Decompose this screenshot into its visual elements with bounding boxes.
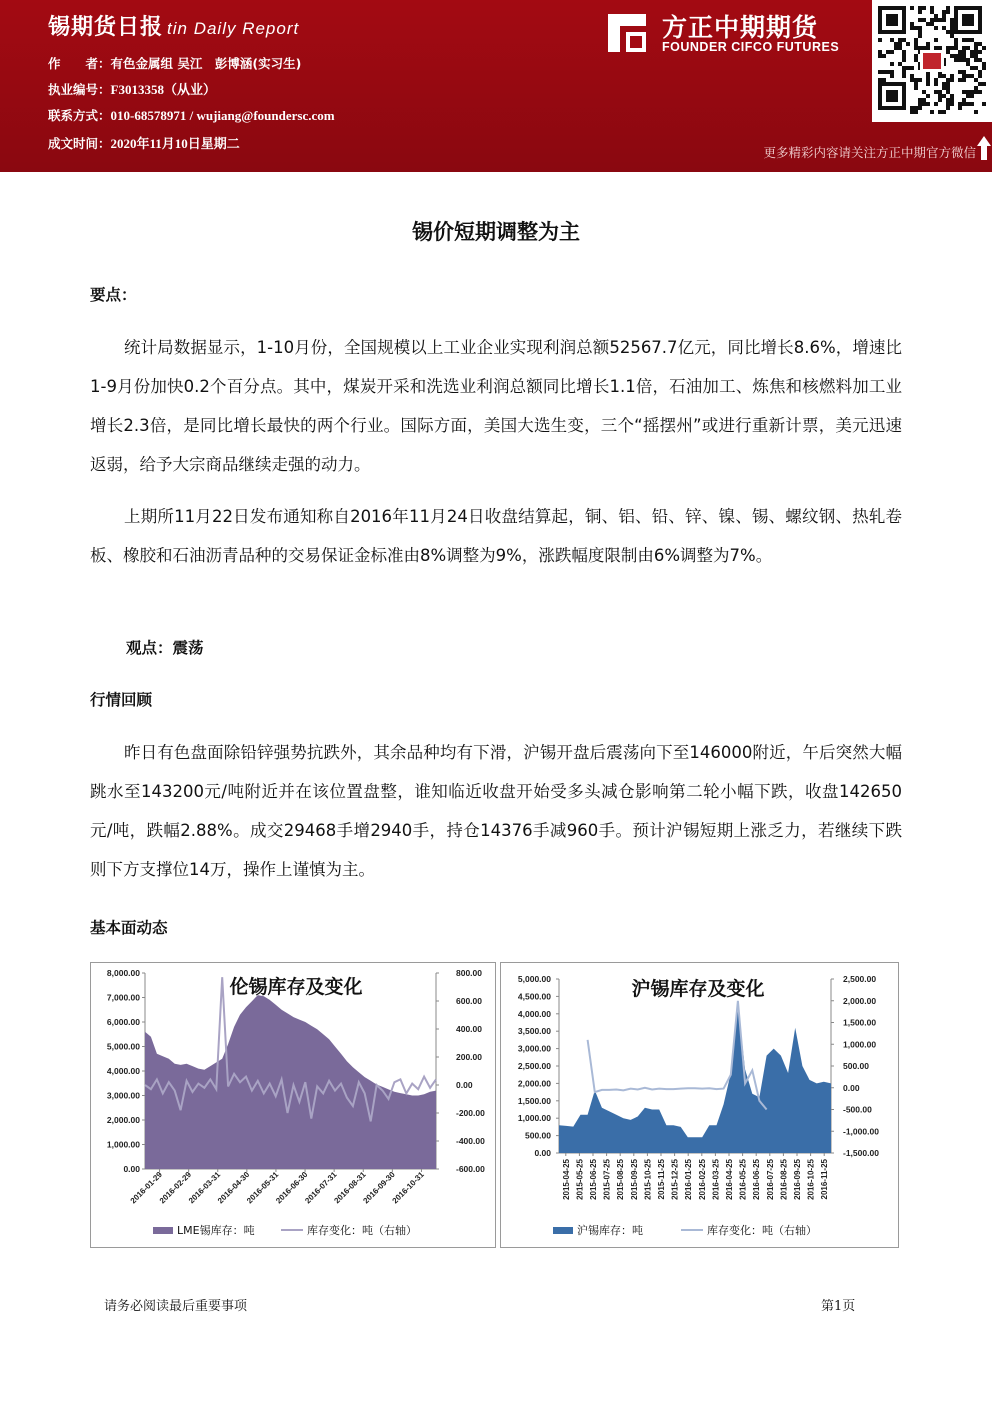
y-tick-label-right: 0.00 <box>843 1082 860 1093</box>
legend-label-area: 沪锡库存：吨 <box>577 1224 643 1237</box>
y-tick-label-left: 1,000.00 <box>106 1139 140 1150</box>
y-tick-label-left: 500.00 <box>525 1130 551 1141</box>
x-tick-label: 2016-09-25 <box>793 1159 802 1200</box>
key-points-heading: 要点： <box>90 285 137 304</box>
x-tick-label: 2016-06-25 <box>752 1159 762 1200</box>
y-tick-label-right: 1,500.00 <box>843 1017 877 1028</box>
y-tick-label-left: 6,000.00 <box>106 1017 140 1027</box>
x-tick-label: 2016-10-25 <box>806 1159 816 1200</box>
author-line <box>48 54 301 72</box>
y-tick-label-right: 0.00 <box>456 1080 473 1090</box>
y-tick-label-right: 400.00 <box>456 1024 482 1034</box>
report-header <box>0 0 992 172</box>
y-tick-label-right: -600.00 <box>456 1164 485 1174</box>
y-tick-label-right: -500.00 <box>843 1104 872 1115</box>
license-value: F3013358（从业） <box>110 82 216 97</box>
y-tick-label-right: -200.00 <box>456 1108 485 1118</box>
wechat-qr-code <box>872 0 992 122</box>
x-tick-label: 2016-02-29 <box>157 1170 194 1206</box>
y-tick-label-left: 5,000.00 <box>106 1041 140 1052</box>
y-tick-label-left: 8,000.00 <box>106 968 140 978</box>
license-line <box>48 79 216 98</box>
y-tick-label-right: 800.00 <box>456 968 482 978</box>
x-tick-label: 2015-10-25 <box>643 1159 653 1200</box>
x-tick-label: 2016-05-25 <box>738 1159 748 1200</box>
legend-label-area: LME锡库存：吨 <box>177 1224 255 1237</box>
qr-code-icon <box>872 0 992 122</box>
x-tick-label: 2016-01-25 <box>684 1159 694 1200</box>
x-tick-label: 2016-04-30 <box>215 1170 252 1206</box>
author-label: 作 者： <box>48 56 111 71</box>
shfe-tin-chart <box>500 962 899 1248</box>
y-tick-label-left: 3,500.00 <box>517 1026 551 1037</box>
logo-text-en: FOUNDER CIFCO FUTURES <box>662 40 840 54</box>
y-tick-label-left: 2,500.00 <box>517 1061 551 1071</box>
legend-label-line: 库存变化：吨（右轴） <box>307 1224 417 1237</box>
lme-tin-chart <box>90 962 496 1248</box>
y-tick-label-left: 0.00 <box>123 1164 140 1174</box>
x-tick-label: 2015-11-25 <box>657 1159 666 1200</box>
x-tick-label: 2016-03-25 <box>711 1159 721 1200</box>
fundamentals-heading: 基本面动态 <box>90 918 168 937</box>
x-tick-label: 2016-10-31 <box>390 1170 426 1206</box>
y-tick-label-right: 2,000.00 <box>843 995 877 1006</box>
author-value: 有色金属组 吴江 彭博涵(实习生) <box>110 56 302 71</box>
series-area-0 <box>145 995 436 1169</box>
logo-text-cn: 方正中期期货 <box>662 13 819 42</box>
y-tick-label-left: 2,000.00 <box>106 1115 140 1125</box>
footer-disclaimer: 请务必阅读最后重要事项 <box>104 1299 248 1314</box>
x-tick-label: 2016-08-31 <box>332 1170 368 1206</box>
y-tick-label-right: -1,500.00 <box>843 1148 879 1158</box>
y-tick-label-left: 4,000.00 <box>517 1008 551 1019</box>
x-tick-label: 2015-09-25 <box>629 1159 639 1200</box>
follow-wechat-text[interactable]: 更多精彩内容请关注方正中期官方微信 <box>763 145 976 160</box>
x-tick-label: 2016-11-25 <box>820 1159 830 1200</box>
x-tick-label: 2015-06-25 <box>589 1159 598 1200</box>
x-tick-label: 2016-06-30 <box>274 1170 310 1206</box>
x-tick-label: 2016-08-25 <box>779 1159 789 1200</box>
x-tick-label: 2016-04-25 <box>725 1159 734 1200</box>
y-tick-label-left: 4,000.00 <box>106 1066 140 1076</box>
series-area-0 <box>559 1003 831 1153</box>
y-tick-label-right: 600.00 <box>456 996 482 1006</box>
contact-label: 联系方式： <box>48 108 111 123</box>
x-tick-label: 2015-05-25 <box>575 1159 585 1200</box>
x-tick-label: 2015-08-25 <box>616 1159 626 1200</box>
y-tick-label-right: -400.00 <box>456 1136 485 1146</box>
x-tick-label: 2016-07-31 <box>303 1170 339 1206</box>
date-label: 成文时间： <box>48 136 111 151</box>
contact-line <box>48 106 335 124</box>
x-tick-label: 2015-12-25 <box>670 1159 680 1200</box>
date-line <box>48 133 240 152</box>
x-tick-label: 2016-07-25 <box>765 1159 775 1200</box>
company-logo <box>604 8 864 58</box>
y-tick-label-right: 1,000.00 <box>843 1039 877 1050</box>
paragraph-macro: 统计局数据显示，1-10月份，全国规模以上工业企业实现利润总额52567.7亿元，同比增长8.6%，增速比1-9月份加快0.2个百分点。其中，煤炭开采和洗选业利润总额同比增长1.1倍，石油加工、炼焦和核燃料加工业增长2.3倍，是同比增长最快的两个行业。国际方面，美国大选生变，三个“摇摆州”或进行重新计票，美元迅速返弱，给予大宗商品继续走强的动力。 <box>90 338 902 474</box>
y-tick-label-right: -1,000.00 <box>843 1126 879 1137</box>
y-tick-label-right: 500.00 <box>843 1061 869 1071</box>
x-tick-label: 2016-03-31 <box>186 1170 223 1206</box>
lme-tin-chart-svg <box>91 963 495 1247</box>
y-tick-label-left: 5,000.00 <box>517 974 551 984</box>
y-tick-label-left: 1,000.00 <box>517 1113 551 1124</box>
y-tick-label-left: 3,000.00 <box>106 1090 140 1101</box>
y-tick-label-left: 1,500.00 <box>517 1095 551 1106</box>
document-title: 锡价短期调整为主 <box>412 219 580 244</box>
report-title-en: tin Daily Report <box>167 19 300 38</box>
y-tick-label-left: 3,000.00 <box>517 1043 551 1054</box>
y-tick-label-left: 7,000.00 <box>106 992 140 1003</box>
x-tick-label: 2016-05-31 <box>245 1170 281 1206</box>
contact-value[interactable]: 010-68578971 / wujiang@foundersc.com <box>110 108 335 123</box>
y-tick-label-right: 200.00 <box>456 1052 482 1062</box>
y-tick-label-left: 2,000.00 <box>517 1078 551 1089</box>
view-label: 观点：震荡 <box>126 638 204 657</box>
legend-swatch-area <box>553 1227 573 1234</box>
y-tick-label-left: 4,500.00 <box>517 991 551 1002</box>
market-review-heading: 行情回顾 <box>90 690 153 709</box>
x-tick-label: 2016-09-30 <box>361 1170 397 1206</box>
legend-label-line: 库存变化：吨（右轴） <box>707 1224 817 1237</box>
license-label: 执业编号： <box>48 82 111 97</box>
logo-mark-icon <box>604 10 650 56</box>
page-number: 第1页 <box>821 1299 856 1314</box>
x-tick-label: 2015-07-25 <box>602 1159 612 1200</box>
x-tick-label: 2016-02-25 <box>697 1159 707 1200</box>
x-tick-label: 2016-01-29 <box>128 1170 164 1206</box>
paragraph-market-review: 昨日有色盘面除铅锌强势抗跌外，其余品种均有下滑，沪锡开盘后震荡向下至146000附近，午后突然大幅跳水至143200元/吨附近并在该位置盘整，谁知临近收盘开始受多头减仓影响第二轮小幅下跌，收盘142650元/吨，跌幅2.88%。成交29468手增2940手，持仓14376手减960手。预计沪锡短期上涨乏力，若继续下跌则下方支撑位14万，操作上谨慎为主。 <box>90 743 902 879</box>
report-title <box>48 10 299 41</box>
chart-title: 伦锡库存及变化 <box>229 976 363 998</box>
legend-swatch-area <box>153 1227 173 1234</box>
x-tick-label: 2015-04-25 <box>561 1159 571 1200</box>
up-arrow-icon <box>976 134 992 162</box>
date-value: 2020年11月10日星期二 <box>110 136 240 151</box>
chart-title: 沪锡库存及变化 <box>631 978 765 1000</box>
y-tick-label-right: 2,500.00 <box>843 974 877 984</box>
y-tick-label-left: 0.00 <box>534 1148 551 1158</box>
report-title-cn: 锡期货日报 <box>48 15 164 40</box>
paragraph-margin-notice: 上期所11月22日发布通知称自2016年11月24日收盘结算起，铜、铝、铅、锌、镍、锡、螺纹钢、热轧卷板、橡胶和石油沥青品种的交易保证金标准由8%调整为9%，涨跌幅度限制由6%调整为7%。 <box>90 507 902 565</box>
shfe-tin-chart-svg <box>501 963 898 1247</box>
